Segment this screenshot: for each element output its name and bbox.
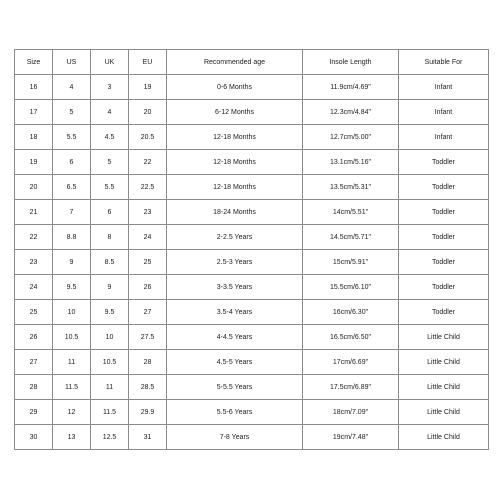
cell-size: 21 (15, 200, 53, 225)
cell-suitable-for: Toddler (399, 175, 489, 200)
cell-eu: 20.5 (129, 125, 167, 150)
cell-uk: 11.5 (91, 400, 129, 425)
size-chart-table (14, 49, 489, 450)
header-suitable-for: Suitable For (399, 50, 489, 75)
cell-suitable-for: Toddler (399, 275, 489, 300)
cell-size: 19 (15, 150, 53, 175)
cell-us: 6 (53, 150, 91, 175)
cell-eu: 20 (129, 100, 167, 125)
table-row (15, 425, 489, 450)
cell-us: 11 (53, 350, 91, 375)
cell-eu: 24 (129, 225, 167, 250)
table-row (15, 150, 489, 175)
cell-suitable-for: Toddler (399, 150, 489, 175)
cell-us: 13 (53, 425, 91, 450)
cell-uk: 8 (91, 225, 129, 250)
table-row (15, 325, 489, 350)
table-row (15, 100, 489, 125)
table-row (15, 375, 489, 400)
cell-size: 24 (15, 275, 53, 300)
cell-recommended-age: 3-3.5 Years (167, 275, 303, 300)
header-eu: EU (129, 50, 167, 75)
table-row (15, 225, 489, 250)
cell-eu: 25 (129, 250, 167, 275)
cell-recommended-age: 12-18 Months (167, 125, 303, 150)
cell-uk: 3 (91, 75, 129, 100)
cell-size: 26 (15, 325, 53, 350)
cell-recommended-age: 18-24 Months (167, 200, 303, 225)
cell-insole-length: 15.5cm/6.10" (303, 275, 399, 300)
header-row (15, 50, 489, 75)
cell-uk: 6 (91, 200, 129, 225)
cell-eu: 23 (129, 200, 167, 225)
cell-insole-length: 16.5cm/6.50" (303, 325, 399, 350)
cell-suitable-for: Little Child (399, 375, 489, 400)
cell-uk: 5 (91, 150, 129, 175)
cell-us: 7 (53, 200, 91, 225)
cell-us: 5 (53, 100, 91, 125)
cell-suitable-for: Infant (399, 125, 489, 150)
cell-us: 10 (53, 300, 91, 325)
cell-us: 5.5 (53, 125, 91, 150)
header-size: Size (15, 50, 53, 75)
cell-uk: 8.5 (91, 250, 129, 275)
cell-recommended-age: 5.5-6 Years (167, 400, 303, 425)
cell-insole-length: 16cm/6.30" (303, 300, 399, 325)
cell-size: 22 (15, 225, 53, 250)
cell-eu: 27 (129, 300, 167, 325)
cell-recommended-age: 12-18 Months (167, 175, 303, 200)
cell-insole-length: 17cm/6.69" (303, 350, 399, 375)
cell-us: 10.5 (53, 325, 91, 350)
cell-eu: 22.5 (129, 175, 167, 200)
cell-us: 9.5 (53, 275, 91, 300)
cell-size: 27 (15, 350, 53, 375)
cell-us: 9 (53, 250, 91, 275)
header-recommended-age: Recommended age (167, 50, 303, 75)
cell-recommended-age: 12-18 Months (167, 150, 303, 175)
cell-suitable-for: Toddler (399, 225, 489, 250)
cell-insole-length: 14.5cm/5.71" (303, 225, 399, 250)
cell-uk: 5.5 (91, 175, 129, 200)
cell-insole-length: 11.9cm/4.69" (303, 75, 399, 100)
cell-us: 4 (53, 75, 91, 100)
table-row (15, 125, 489, 150)
table-row (15, 175, 489, 200)
cell-uk: 12.5 (91, 425, 129, 450)
cell-suitable-for: Little Child (399, 425, 489, 450)
cell-uk: 10 (91, 325, 129, 350)
cell-suitable-for: Toddler (399, 200, 489, 225)
table-row (15, 300, 489, 325)
table-row (15, 200, 489, 225)
cell-recommended-age: 0-6 Months (167, 75, 303, 100)
cell-recommended-age: 5-5.5 Years (167, 375, 303, 400)
cell-eu: 28 (129, 350, 167, 375)
table-row (15, 350, 489, 375)
cell-suitable-for: Little Child (399, 350, 489, 375)
cell-us: 6.5 (53, 175, 91, 200)
cell-insole-length: 13.5cm/5.31" (303, 175, 399, 200)
cell-eu: 19 (129, 75, 167, 100)
cell-insole-length: 14cm/5.51" (303, 200, 399, 225)
table-row (15, 250, 489, 275)
cell-us: 11.5 (53, 375, 91, 400)
cell-eu: 31 (129, 425, 167, 450)
cell-insole-length: 18cm/7.09" (303, 400, 399, 425)
cell-uk: 9 (91, 275, 129, 300)
cell-us: 8.8 (53, 225, 91, 250)
cell-recommended-age: 2.5-3 Years (167, 250, 303, 275)
cell-size: 28 (15, 375, 53, 400)
cell-size: 23 (15, 250, 53, 275)
cell-insole-length: 15cm/5.91" (303, 250, 399, 275)
cell-recommended-age: 2-2.5 Years (167, 225, 303, 250)
cell-us: 12 (53, 400, 91, 425)
cell-insole-length: 13.1cm/5.16" (303, 150, 399, 175)
cell-recommended-age: 4.5-5 Years (167, 350, 303, 375)
header-us: US (53, 50, 91, 75)
cell-uk: 10.5 (91, 350, 129, 375)
cell-suitable-for: Infant (399, 75, 489, 100)
cell-suitable-for: Infant (399, 100, 489, 125)
cell-insole-length: 12.7cm/5.00" (303, 125, 399, 150)
cell-suitable-for: Little Child (399, 325, 489, 350)
cell-suitable-for: Toddler (399, 250, 489, 275)
cell-uk: 4.5 (91, 125, 129, 150)
table-row (15, 75, 489, 100)
cell-recommended-age: 3.5-4 Years (167, 300, 303, 325)
header-uk: UK (91, 50, 129, 75)
header-insole-length: Insole Length (303, 50, 399, 75)
cell-recommended-age: 6-12 Months (167, 100, 303, 125)
cell-size: 17 (15, 100, 53, 125)
cell-size: 30 (15, 425, 53, 450)
cell-recommended-age: 4-4.5 Years (167, 325, 303, 350)
table-row (15, 275, 489, 300)
cell-eu: 27.5 (129, 325, 167, 350)
cell-uk: 4 (91, 100, 129, 125)
cell-insole-length: 17.5cm/6.89" (303, 375, 399, 400)
cell-size: 29 (15, 400, 53, 425)
cell-insole-length: 12.3cm/4.84" (303, 100, 399, 125)
cell-eu: 22 (129, 150, 167, 175)
cell-size: 25 (15, 300, 53, 325)
cell-suitable-for: Toddler (399, 300, 489, 325)
cell-size: 20 (15, 175, 53, 200)
cell-insole-length: 19cm/7.48" (303, 425, 399, 450)
size-table-body (15, 75, 489, 450)
cell-uk: 11 (91, 375, 129, 400)
cell-uk: 9.5 (91, 300, 129, 325)
cell-suitable-for: Little Child (399, 400, 489, 425)
cell-size: 18 (15, 125, 53, 150)
table-row (15, 400, 489, 425)
cell-recommended-age: 7-8 Years (167, 425, 303, 450)
cell-eu: 29.9 (129, 400, 167, 425)
cell-size: 16 (15, 75, 53, 100)
cell-eu: 28.5 (129, 375, 167, 400)
cell-eu: 26 (129, 275, 167, 300)
